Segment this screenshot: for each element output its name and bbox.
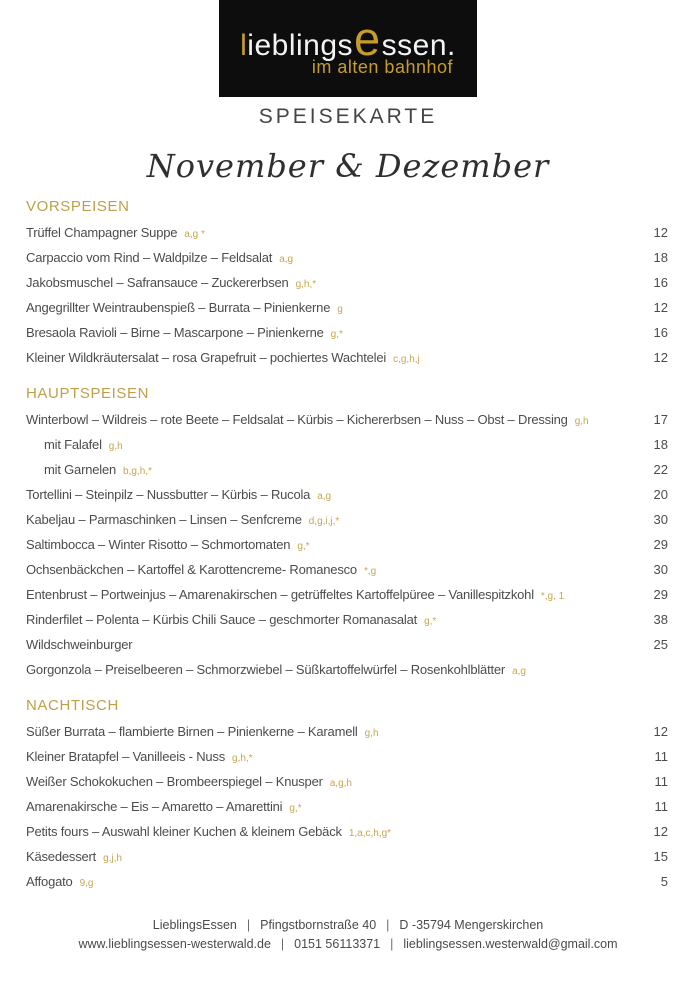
dish-name: Kleiner Bratapfel – Vanilleeis - Nuss bbox=[26, 749, 226, 764]
item-price: 38 bbox=[653, 612, 668, 627]
allergen-codes: g,h,* bbox=[295, 279, 317, 290]
footer-separator: | bbox=[280, 937, 285, 951]
menu-section-hauptspeisen bbox=[26, 384, 668, 682]
allergen-codes: b,g,h,* bbox=[123, 466, 152, 477]
dish-name: Jakobsmuschel – Safransauce – Zuckererbsen bbox=[26, 275, 289, 290]
menu-item bbox=[26, 507, 668, 532]
menu-item bbox=[26, 432, 668, 457]
allergen-codes: g,h,* bbox=[232, 753, 253, 764]
item-price: 18 bbox=[653, 250, 668, 265]
allergen-codes: *,g bbox=[363, 566, 377, 577]
allergen-codes: 9,g bbox=[79, 878, 94, 889]
dish-name: Süßer Burrata – flambierte Birnen – Pinienkerne – Karamell bbox=[26, 724, 358, 739]
item-price: 30 bbox=[653, 512, 668, 527]
menu-item bbox=[26, 295, 668, 320]
allergen-codes: a,g bbox=[512, 666, 526, 677]
item-price: 29 bbox=[653, 537, 668, 552]
dish-name: Petits fours – Auswahl kleiner Kuchen & kleinem Gebäck bbox=[26, 824, 342, 839]
dish-name: Affogato bbox=[26, 874, 73, 889]
page-footer bbox=[0, 916, 696, 954]
menu-item bbox=[26, 719, 668, 744]
allergen-codes: g,* bbox=[424, 616, 437, 627]
season-subtitle: November & Dezember bbox=[146, 147, 550, 185]
dish-name: Weißer Schokokuchen – Brombeerspiegel – Knusper bbox=[26, 774, 323, 789]
menu-item bbox=[26, 457, 668, 482]
allergen-codes: g,h bbox=[108, 441, 123, 452]
menu-item bbox=[26, 657, 668, 682]
menu-item bbox=[26, 245, 668, 270]
menu-item bbox=[26, 320, 668, 345]
page-title: SPEISEKARTE bbox=[258, 105, 438, 128]
footer-item: D -35794 Mengerskirchen bbox=[399, 918, 544, 932]
menu-item bbox=[26, 270, 668, 295]
footer-item: 0151 56113371 bbox=[294, 937, 381, 951]
footer-item: www.lieblingsessen-westerwald.de bbox=[78, 937, 271, 951]
dish-name: Trüffel Champagner Suppe bbox=[26, 225, 178, 240]
allergen-codes: g,h bbox=[574, 416, 589, 427]
menu-item bbox=[26, 407, 668, 432]
menu-item bbox=[26, 532, 668, 557]
menu-sections bbox=[0, 187, 696, 894]
logo bbox=[219, 0, 477, 97]
allergen-codes: *,g, 1 bbox=[540, 591, 565, 602]
allergen-codes: a,g bbox=[279, 254, 294, 265]
allergen-codes: g,j,h bbox=[103, 853, 122, 864]
menu-item bbox=[26, 582, 668, 607]
menu-item bbox=[26, 607, 668, 632]
footer-item: lieblingsessen.westerwald@gmail.com bbox=[403, 937, 618, 951]
footer-item: LieblingsEssen bbox=[152, 918, 237, 932]
dish-name: Bresaola Ravioli – Birne – Mascarpone – Pinienkerne bbox=[26, 325, 324, 340]
item-price: 12 bbox=[653, 225, 668, 240]
item-price: 12 bbox=[653, 300, 668, 315]
item-price: 12 bbox=[653, 350, 668, 365]
footer-separator: | bbox=[246, 918, 251, 932]
item-price: 29 bbox=[653, 587, 668, 602]
menu-item bbox=[26, 869, 668, 894]
allergen-codes: a,g * bbox=[184, 229, 205, 240]
footer-separator: | bbox=[386, 918, 390, 932]
menu-item bbox=[26, 794, 668, 819]
dish-name: Entenbrust – Portweinjus – Amarenakirschen – getrüffeltes Kartoffelpüree – Vanillespitzkohl bbox=[26, 587, 534, 602]
dish-name: Winterbowl – Wildreis – rote Beete – Feldsalat – Kürbis – Kichererbsen – Nuss – Obst – Dressing bbox=[26, 412, 568, 427]
item-price: 12 bbox=[653, 724, 668, 739]
brand-wordmark bbox=[233, 11, 463, 65]
allergen-codes: g bbox=[337, 304, 343, 315]
section-title: VORSPEISEN bbox=[26, 198, 130, 215]
menu-item bbox=[26, 744, 668, 769]
footer-contact-line bbox=[0, 935, 696, 954]
allergen-codes: g,* bbox=[289, 803, 302, 814]
item-price: 11 bbox=[654, 749, 668, 764]
dish-name: Amarenakirsche – Eis – Amaretto – Amarettini bbox=[26, 799, 283, 814]
item-price: 17 bbox=[653, 412, 668, 427]
menu-item bbox=[26, 844, 668, 869]
dish-name: Kabeljau – Parmaschinken – Linsen – Senfcreme bbox=[26, 512, 302, 527]
section-title: HAUPTSPEISEN bbox=[26, 385, 150, 402]
item-price: 5 bbox=[660, 874, 668, 889]
dish-name: Saltimbocca – Winter Risotto – Schmortomaten bbox=[26, 537, 291, 552]
menu-item bbox=[26, 220, 668, 245]
dish-name: Gorgonzola – Preiselbeeren – Schmorzwiebel – Süßkartoffelwürfel – Rosenkohlblätter bbox=[26, 662, 506, 677]
allergen-codes: a,g bbox=[317, 491, 332, 502]
item-price: 11 bbox=[654, 799, 668, 814]
item-price: 12 bbox=[653, 824, 668, 839]
brand-lead-letter: l bbox=[240, 28, 248, 62]
dish-name: Käsedessert bbox=[26, 849, 97, 864]
item-price: 20 bbox=[653, 487, 668, 502]
footer-item: Pfingstbornstraße 40 bbox=[260, 918, 377, 932]
footer-separator: | bbox=[390, 937, 394, 951]
item-price: 22 bbox=[653, 462, 668, 477]
item-price: 11 bbox=[654, 774, 668, 789]
allergen-codes: g,* bbox=[330, 329, 343, 340]
menu-item bbox=[26, 819, 668, 844]
brand-word-end: ssen. bbox=[381, 28, 456, 62]
brand-word-rest: ieblings bbox=[247, 28, 354, 62]
brand-subtitle: im alten bahnhof bbox=[311, 56, 453, 77]
menu-item bbox=[26, 345, 668, 370]
allergen-codes: g,h bbox=[364, 728, 379, 739]
menu-item bbox=[26, 632, 668, 657]
dish-name: Angegrillter Weintraubenspieß – Burrata – Pinienkerne bbox=[26, 300, 331, 315]
allergen-codes: d,g,i,j,* bbox=[308, 516, 340, 527]
menu-section-vorspeisen bbox=[26, 197, 668, 370]
menu-section-nachtisch bbox=[26, 696, 668, 894]
dish-name: Tortellini – Steinpilz – Nussbutter – Kürbis – Rucola bbox=[26, 487, 311, 502]
brand-big-e: e bbox=[354, 11, 381, 65]
dish-name: mit Garnelen bbox=[44, 462, 117, 477]
dish-name: Wildschweinburger bbox=[26, 637, 133, 652]
item-price: 30 bbox=[653, 562, 668, 577]
menu-item bbox=[26, 769, 668, 794]
footer-address-line bbox=[0, 916, 696, 935]
dish-name: Ochsenbäckchen – Kartoffel & Karottencreme- Romanesco bbox=[26, 562, 357, 577]
item-price: 25 bbox=[653, 637, 668, 652]
dish-name: mit Falafel bbox=[44, 437, 102, 452]
section-title: NACHTISCH bbox=[26, 697, 119, 714]
allergen-codes: 1,a,c,h,g* bbox=[348, 828, 392, 839]
menu-item bbox=[26, 557, 668, 582]
allergen-codes: g,* bbox=[297, 541, 310, 552]
menu-item bbox=[26, 482, 668, 507]
dish-name: Kleiner Wildkräutersalat – rosa Grapefruit – pochiertes Wachtelei bbox=[26, 350, 387, 365]
allergen-codes: a,g,h bbox=[329, 778, 352, 789]
dish-name: Carpaccio vom Rind – Waldpilze – Feldsalat bbox=[26, 250, 273, 265]
item-price: 18 bbox=[653, 437, 668, 452]
allergen-codes: c,g,h,j bbox=[393, 354, 420, 365]
dish-name: Rinderfilet – Polenta – Kürbis Chili Sauce – geschmorter Romanasalat bbox=[26, 612, 418, 627]
item-price: 15 bbox=[653, 849, 668, 864]
item-price: 16 bbox=[653, 275, 668, 290]
item-price: 16 bbox=[653, 325, 668, 340]
